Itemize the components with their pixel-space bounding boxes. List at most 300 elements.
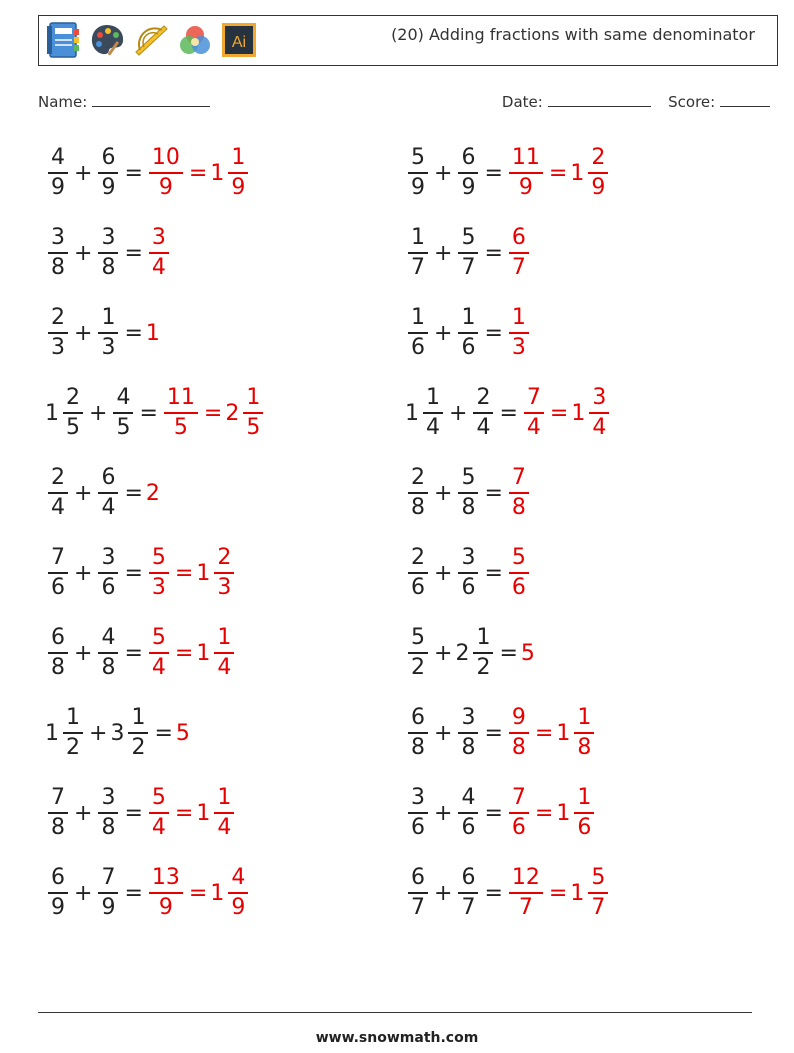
answer-equals-sign: =: [188, 160, 208, 186]
addend-a-fraction: [408, 865, 428, 921]
answer-numerator: 2: [214, 545, 234, 574]
addend-b-numerator: 3: [98, 545, 118, 574]
answer-equals-sign: =: [188, 880, 208, 906]
addend-a-denominator: 2: [411, 655, 425, 680]
answer-denominator: 7: [511, 255, 526, 280]
answer-denominator: 9: [591, 175, 606, 200]
addend-a-numerator: 2: [48, 465, 68, 494]
answer-fraction: [588, 865, 608, 921]
problem-row: [45, 383, 765, 443]
answer-fraction: [149, 625, 169, 681]
equals-sign: =: [124, 480, 143, 506]
answer-fraction: [243, 385, 263, 441]
addend-b-fraction: [98, 305, 118, 361]
answer-fraction: [228, 145, 248, 201]
answer-whole: 2: [225, 400, 240, 426]
addend-a-numerator: 2: [408, 465, 428, 494]
addend-a-denominator: 8: [51, 815, 65, 840]
addend-a-numerator: 5: [408, 625, 428, 654]
addend-b-denominator: 8: [461, 735, 476, 760]
answer-whole: 1: [210, 880, 225, 906]
addend-b-denominator: 5: [116, 415, 131, 440]
answer-fraction: [164, 385, 198, 441]
addend-a-fraction: [408, 785, 428, 841]
addend-b-denominator: 8: [101, 255, 116, 280]
answer-equals-sign: =: [203, 400, 223, 426]
answer-numerator: 7: [509, 465, 529, 494]
answer-numerator: 3: [589, 385, 609, 414]
illustrator-icon-label: Ai: [231, 34, 247, 51]
answer-numerator: 6: [509, 225, 529, 254]
addend-a-numerator: 6: [48, 865, 68, 894]
addend-b-fraction: [98, 785, 118, 841]
answer: [146, 321, 161, 346]
answer-numerator: 5: [149, 785, 169, 814]
answer-fraction: [149, 785, 169, 841]
plus-sign: +: [74, 880, 93, 906]
addend-b-numerator: 4: [113, 385, 133, 414]
plus-sign: +: [449, 400, 468, 426]
equals-sign: =: [154, 720, 173, 746]
equation: [45, 783, 237, 843]
answer-equals-sign: =: [174, 640, 194, 666]
equation: [405, 623, 536, 683]
plus-sign: +: [434, 880, 453, 906]
addend-a-denominator: 8: [411, 735, 425, 760]
color-wheel-icon: [176, 20, 214, 60]
addend-b-numerator: 6: [98, 465, 118, 494]
addend-a-fraction: [48, 785, 68, 841]
addend-a-fraction: [408, 625, 428, 681]
date-blank[interactable]: [548, 92, 651, 107]
addend-b-numerator: 3: [98, 785, 118, 814]
problem-row: [45, 783, 765, 843]
addend-b-fraction: [458, 305, 478, 361]
equation: [405, 783, 597, 843]
addend-a-numerator: 3: [48, 225, 68, 254]
answer: [146, 785, 237, 841]
answer-fraction: [228, 865, 248, 921]
answer-denominator: 9: [518, 175, 533, 200]
addend-b-fraction: [98, 225, 118, 281]
addend-b-numerator: 6: [458, 145, 478, 174]
answer: [506, 145, 611, 201]
addend-a-numerator: 1: [63, 705, 83, 734]
header-icons: [44, 20, 258, 60]
addend-b-denominator: 2: [131, 735, 146, 760]
notebook-icon: [44, 20, 82, 60]
date-label: Date:: [501, 93, 543, 111]
answer: [521, 385, 612, 441]
answer-denominator: 6: [511, 575, 526, 600]
answer-denominator: 3: [151, 575, 166, 600]
answer-whole: 1: [556, 800, 571, 826]
addend-b-denominator: 7: [461, 895, 476, 920]
addend-b-denominator: 7: [461, 255, 476, 280]
answer-fraction: [149, 545, 169, 601]
addend-a-numerator: 7: [48, 545, 68, 574]
addend-a-numerator: 6: [408, 705, 428, 734]
answer: [146, 145, 251, 201]
answer: [506, 465, 532, 521]
equation: [45, 543, 237, 603]
answer: [146, 545, 237, 601]
answer: [176, 721, 191, 746]
equals-sign: =: [499, 400, 518, 426]
addend-a-fraction: [408, 705, 428, 761]
answer-fraction: [214, 785, 234, 841]
answer-whole: 1: [196, 560, 211, 586]
equals-sign: =: [124, 160, 143, 186]
equation: [45, 703, 191, 763]
addend-a-fraction: [408, 465, 428, 521]
answer-denominator: 9: [158, 895, 173, 920]
answer: [506, 865, 611, 921]
addend-b-denominator: 8: [461, 495, 476, 520]
problem-row: [45, 303, 765, 363]
answer-denominator: 5: [246, 415, 261, 440]
addend-b-fraction: [458, 465, 478, 521]
answer-denominator: 4: [217, 655, 232, 680]
addend-b-denominator: 4: [476, 415, 491, 440]
answer-fraction: [509, 465, 529, 521]
answer: [506, 545, 532, 601]
equation: [45, 383, 266, 443]
addend-a-denominator: 6: [51, 575, 65, 600]
answer-numerator: 1: [228, 145, 248, 174]
addend-a-fraction: [48, 465, 68, 521]
answer-denominator: 3: [217, 575, 232, 600]
score-label: Score:: [668, 93, 716, 111]
answer-whole: 1: [556, 720, 571, 746]
addend-a-numerator: 4: [48, 145, 68, 174]
equation: [405, 303, 532, 363]
addend-a-numerator: 6: [48, 625, 68, 654]
addend-b-numerator: 3: [458, 545, 478, 574]
addend-a-numerator: 6: [408, 865, 428, 894]
answer: [521, 641, 536, 666]
addend-b-fraction: [458, 545, 478, 601]
answer-equals-sign: =: [534, 720, 554, 746]
addend-a-whole: 1: [45, 720, 59, 746]
addend-b-fraction: [98, 625, 118, 681]
plus-sign: +: [434, 320, 453, 346]
addend-a-fraction: [48, 865, 68, 921]
answer-numerator: 12: [509, 865, 543, 894]
equals-sign: =: [124, 560, 143, 586]
addend-a-fraction: [408, 145, 428, 201]
answer-numerator: 11: [509, 145, 543, 174]
answer: [146, 481, 161, 506]
addend-b-denominator: 3: [101, 335, 116, 360]
answer-numerator: 1: [214, 785, 234, 814]
answer-equals-sign: =: [174, 560, 194, 586]
answer-fraction: [149, 225, 169, 281]
addend-b-denominator: 2: [476, 655, 491, 680]
answer-numerator: 1: [574, 785, 594, 814]
answer-whole: 1: [570, 880, 585, 906]
answer: [506, 225, 532, 281]
addend-b-whole: 3: [110, 720, 125, 746]
addend-a-numerator: 1: [423, 385, 443, 414]
score-blank[interactable]: [720, 92, 770, 107]
worksheet-header: [38, 15, 778, 66]
answer-whole: 5: [175, 720, 190, 746]
equals-sign: =: [139, 400, 158, 426]
answer-whole: 1: [571, 400, 586, 426]
addend-a-denominator: 4: [426, 415, 440, 440]
plus-sign: +: [434, 560, 453, 586]
plus-sign: +: [74, 560, 93, 586]
answer-numerator: 5: [509, 545, 529, 574]
addend-a-numerator: 2: [63, 385, 83, 414]
answer-fraction: [509, 305, 529, 361]
answer-equals-sign: =: [549, 400, 569, 426]
plus-sign: +: [74, 320, 93, 346]
answer-fraction: [509, 785, 529, 841]
addend-a-numerator: 7: [48, 785, 68, 814]
answer-denominator: 9: [158, 175, 173, 200]
answer-numerator: 1: [243, 385, 263, 414]
answer-numerator: 10: [149, 145, 183, 174]
equals-sign: =: [484, 560, 503, 586]
equals-sign: =: [124, 800, 143, 826]
addend-b-numerator: 5: [458, 225, 478, 254]
addend-b-numerator: 7: [98, 865, 118, 894]
problem-row: [45, 143, 765, 203]
addend-a-denominator: 6: [411, 815, 425, 840]
addend-a-denominator: 3: [51, 335, 65, 360]
date-score-fields: [502, 92, 770, 111]
plus-sign: +: [434, 240, 453, 266]
addend-b-fraction: [473, 385, 493, 441]
answer-fraction: [214, 545, 234, 601]
answer-denominator: 4: [151, 255, 166, 280]
addend-a-denominator: 9: [411, 175, 425, 200]
answer-fraction: [509, 145, 543, 201]
addend-b-numerator: 6: [98, 145, 118, 174]
equation: [45, 463, 161, 523]
problem-row: [45, 623, 765, 683]
equals-sign: =: [484, 240, 503, 266]
answer-numerator: 1: [574, 705, 594, 734]
addend-a-fraction: [408, 225, 428, 281]
addend-b-fraction: [98, 145, 118, 201]
addend-b-denominator: 9: [461, 175, 476, 200]
answer-fraction: [214, 625, 234, 681]
addend-b-denominator: 6: [461, 335, 476, 360]
addend-b-fraction: [98, 865, 118, 921]
equation: [45, 863, 251, 923]
addend-a-denominator: 9: [51, 175, 65, 200]
illustrator-icon: [220, 20, 258, 60]
answer-equals-sign: =: [548, 160, 568, 186]
addend-b-numerator: 1: [473, 625, 493, 654]
addend-a-fraction: [48, 305, 68, 361]
addend-a-numerator: 2: [48, 305, 68, 334]
equals-sign: =: [484, 800, 503, 826]
addend-b-denominator: 6: [461, 815, 476, 840]
plus-sign: +: [89, 400, 108, 426]
addend-b-whole: 2: [455, 640, 470, 666]
footer-site: www.snowmath.com: [315, 1030, 479, 1046]
answer: [506, 305, 532, 361]
answer-fraction: [149, 865, 183, 921]
answer-fraction: [588, 145, 608, 201]
plus-sign: +: [434, 800, 453, 826]
answer-equals-sign: =: [548, 880, 568, 906]
answer-denominator: 4: [151, 655, 166, 680]
addend-b-numerator: 6: [458, 865, 478, 894]
addend-b-numerator: 5: [458, 465, 478, 494]
addend-a-fraction: [63, 705, 83, 761]
addend-b-fraction: [458, 865, 478, 921]
equation: [45, 303, 161, 363]
plus-sign: +: [434, 480, 453, 506]
answer-denominator: 8: [577, 735, 592, 760]
addend-a-denominator: 6: [411, 575, 425, 600]
protractor-icon: [132, 20, 170, 60]
problem-row: [45, 223, 765, 283]
answer-denominator: 3: [511, 335, 526, 360]
addend-a-whole: 1: [405, 400, 419, 426]
addend-a-fraction: [408, 305, 428, 361]
answer-denominator: 4: [151, 815, 166, 840]
equation: [45, 623, 237, 683]
equals-sign: =: [124, 320, 143, 346]
equation: [405, 143, 611, 203]
addend-b-fraction: [473, 625, 493, 681]
plus-sign: +: [74, 160, 93, 186]
answer-denominator: 4: [526, 415, 541, 440]
palette-icon: [88, 20, 126, 60]
answer-numerator: 1: [214, 625, 234, 654]
answer-fraction: [509, 225, 529, 281]
addend-b-fraction: [128, 705, 148, 761]
equals-sign: =: [124, 640, 143, 666]
addend-b-denominator: 9: [101, 175, 116, 200]
answer: [506, 785, 597, 841]
answer-numerator: 1: [509, 305, 529, 334]
equals-sign: =: [484, 160, 503, 186]
addend-a-numerator: 1: [408, 225, 428, 254]
name-field[interactable]: [38, 92, 210, 111]
answer-whole: 2: [145, 480, 160, 506]
addend-a-denominator: 5: [66, 415, 80, 440]
addend-b-denominator: 9: [101, 895, 116, 920]
equals-sign: =: [484, 880, 503, 906]
answer: [146, 625, 237, 681]
addend-b-numerator: 1: [128, 705, 148, 734]
addend-b-fraction: [458, 785, 478, 841]
addend-b-numerator: 4: [98, 625, 118, 654]
answer: [146, 865, 251, 921]
answer-numerator: 11: [164, 385, 198, 414]
addend-a-denominator: 4: [51, 495, 65, 520]
answer-whole: 1: [210, 160, 225, 186]
addend-b-fraction: [113, 385, 133, 441]
plus-sign: +: [74, 240, 93, 266]
equation: [45, 223, 172, 283]
plus-sign: +: [434, 160, 453, 186]
answer-numerator: 13: [149, 865, 183, 894]
answer-fraction: [574, 785, 594, 841]
problem-row: [45, 543, 765, 603]
answer-denominator: 5: [173, 415, 188, 440]
footer-divider: [38, 1012, 752, 1013]
answer-whole: 1: [145, 320, 160, 346]
problem-row: [45, 703, 765, 763]
addend-a-numerator: 3: [408, 785, 428, 814]
answer: [161, 385, 266, 441]
name-blank[interactable]: [92, 92, 210, 107]
addend-a-fraction: [48, 145, 68, 201]
addend-a-fraction: [48, 225, 68, 281]
addend-a-denominator: 8: [411, 495, 425, 520]
answer: [146, 225, 172, 281]
equals-sign: =: [484, 720, 503, 746]
addend-a-denominator: 9: [51, 895, 65, 920]
equals-sign: =: [124, 880, 143, 906]
addend-b-numerator: 3: [458, 705, 478, 734]
name-label: Name:: [38, 93, 88, 111]
addend-b-numerator: 2: [473, 385, 493, 414]
addend-a-denominator: 8: [51, 655, 65, 680]
answer-whole: 1: [570, 160, 585, 186]
addend-b-denominator: 4: [101, 495, 116, 520]
addend-a-whole: 1: [45, 400, 59, 426]
plus-sign: +: [74, 640, 93, 666]
addend-b-fraction: [98, 465, 118, 521]
addend-b-denominator: 6: [101, 575, 116, 600]
addend-a-denominator: 7: [411, 255, 425, 280]
equation: [405, 863, 611, 923]
addend-a-fraction: [63, 385, 83, 441]
addend-a-fraction: [408, 545, 428, 601]
addend-b-fraction: [98, 545, 118, 601]
addend-b-numerator: 4: [458, 785, 478, 814]
plus-sign: +: [74, 800, 93, 826]
problem-row: [45, 863, 765, 923]
addend-a-numerator: 2: [408, 545, 428, 574]
addend-b-fraction: [458, 225, 478, 281]
equals-sign: =: [484, 320, 503, 346]
equation: [405, 463, 532, 523]
equation: [405, 543, 532, 603]
addend-b-numerator: 1: [98, 305, 118, 334]
equation: [405, 223, 532, 283]
answer-fraction: [524, 385, 544, 441]
addend-a-denominator: 6: [411, 335, 425, 360]
addend-b-denominator: 6: [461, 575, 476, 600]
plus-sign: +: [434, 720, 453, 746]
answer-fraction: [509, 705, 529, 761]
answer-denominator: 4: [217, 815, 232, 840]
addend-a-numerator: 1: [408, 305, 428, 334]
answer-numerator: 2: [588, 145, 608, 174]
addend-a-fraction: [48, 625, 68, 681]
addend-a-fraction: [423, 385, 443, 441]
plus-sign: +: [434, 640, 453, 666]
answer-denominator: 6: [577, 815, 592, 840]
answer-denominator: 9: [231, 175, 246, 200]
answer-equals-sign: =: [174, 800, 194, 826]
addend-b-numerator: 3: [98, 225, 118, 254]
answer-fraction: [589, 385, 609, 441]
addend-b-fraction: [458, 705, 478, 761]
answer-fraction: [509, 545, 529, 601]
answer-whole: 5: [520, 640, 535, 666]
